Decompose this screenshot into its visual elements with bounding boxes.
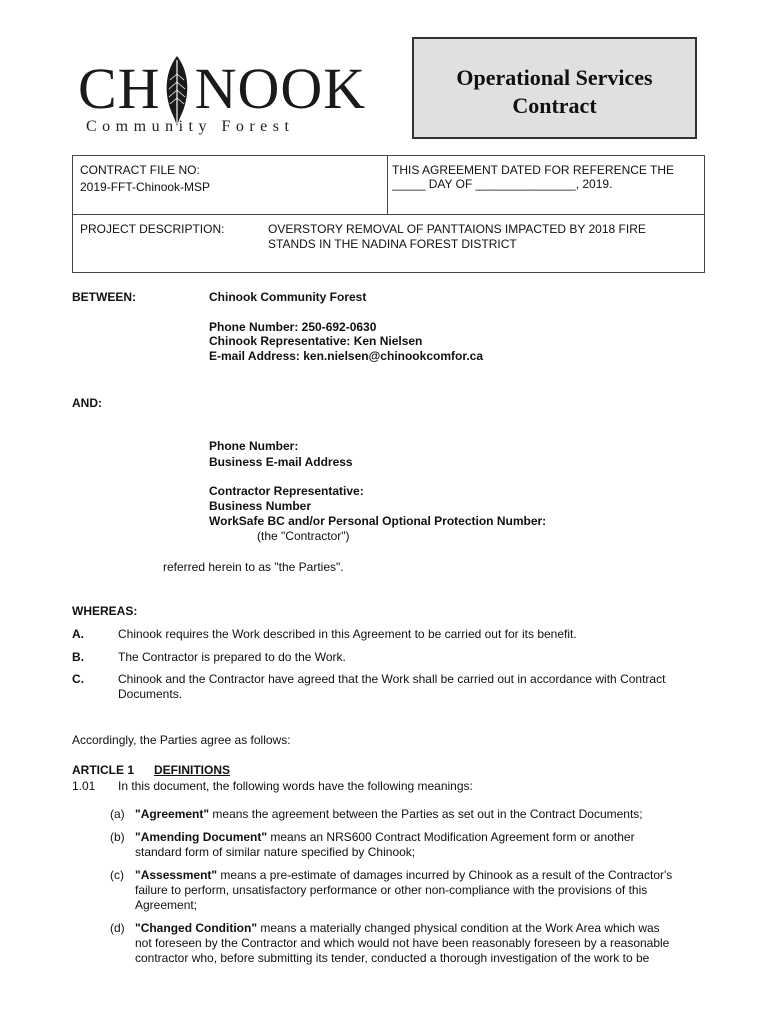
- contract-file-label: CONTRACT FILE NO:: [80, 163, 200, 177]
- contract-file-value: 2019-FFT-Chinook-MSP: [80, 180, 211, 194]
- logo-subtitle: Community Forest: [86, 118, 295, 135]
- party2-email: Business E-mail Address: [209, 455, 353, 469]
- definition-text: means a pre-estimate of damages incurred by Chinook as a result of the Contractor's: [217, 868, 673, 882]
- logo-wordmark: CH NOOK: [78, 56, 367, 121]
- definition-label-d: (d): [110, 921, 125, 935]
- party1-email: E-mail Address: ken.nielsen@chinookcomfor.ca: [209, 349, 484, 363]
- whereas-item-c-line-2: Documents.: [118, 687, 183, 701]
- whereas-item-a: Chinook requires the Work described in this Agreement to be carried out for its benefit.: [118, 627, 577, 641]
- clause-text: In this document, the following words have the following meanings:: [118, 779, 473, 793]
- whereas-letter-c: C.: [72, 672, 84, 686]
- definition-term: "Assessment": [135, 868, 218, 882]
- clause-number: 1.01: [72, 779, 96, 793]
- article-number: ARTICLE 1: [72, 763, 135, 777]
- project-description-line-1: OVERSTORY REMOVAL OF PANTTAIONS IMPACTED BY 2018 FIRE: [268, 222, 646, 236]
- accordingly-text: Accordingly, the Parties agree as follows:: [72, 733, 291, 747]
- party1-phone: Phone Number: 250-692-0630: [209, 320, 377, 334]
- chinook-logo: [78, 56, 367, 140]
- contractor-alias: (the "Contractor"): [257, 529, 350, 543]
- definition-d-line-1: [135, 921, 660, 936]
- party2-phone: Phone Number:: [209, 439, 299, 453]
- agreement-date-line-2: _____ DAY OF _______________, 2019.: [392, 177, 613, 191]
- title-line-2: Contract: [512, 93, 597, 118]
- project-description-label: PROJECT DESCRIPTION:: [80, 222, 225, 236]
- definition-c-line-3: Agreement;: [135, 898, 198, 912]
- table-divider: [73, 214, 704, 215]
- agreement-date-line-1: THIS AGREEMENT DATED FOR REFERENCE THE: [392, 163, 675, 177]
- party2-worksafe: WorkSafe BC and/or Personal Optional Protection Number:: [209, 514, 547, 528]
- definition-text: means the agreement between the Parties as set out in the Contract Documents;: [209, 807, 643, 821]
- party1-representative: Chinook Representative: Ken Nielsen: [209, 334, 423, 348]
- definition-a-line-1: [135, 807, 643, 822]
- title-line-1: Operational Services: [456, 65, 653, 90]
- definition-b-line-1: [135, 830, 635, 845]
- article-title: DEFINITIONS: [154, 763, 231, 777]
- definition-term: "Agreement": [135, 807, 210, 821]
- definition-c-line-1: [135, 868, 672, 883]
- and-label: AND:: [72, 396, 102, 410]
- project-description-line-2: STANDS IN THE NADINA FOREST DISTRICT: [268, 237, 517, 251]
- definition-label-a: (a): [110, 807, 125, 821]
- definition-d-line-2: not foreseen by the Contractor and which would not have been reasonably foreseen by a reasonable: [135, 936, 670, 950]
- whereas-letter-b: B.: [72, 650, 84, 664]
- between-label: BETWEEN:: [72, 290, 136, 304]
- feather-icon: [162, 56, 192, 126]
- party2-business-number: Business Number: [209, 499, 312, 513]
- whereas-label: WHEREAS:: [72, 604, 138, 618]
- whereas-letter-a: A.: [72, 627, 84, 641]
- definition-d-line-3: contractor who, before submitting its tender, conducted a thorough investigation of the work to be: [135, 951, 650, 965]
- whereas-item-c-line-1: Chinook and the Contractor have agreed that the Work shall be carried out in accordance with Contract: [118, 672, 666, 686]
- party2-representative: Contractor Representative:: [209, 484, 364, 498]
- definition-term: "Changed Condition": [135, 921, 258, 935]
- definition-b-line-2: standard form of similar nature specified by Chinook;: [135, 845, 416, 859]
- definition-text: means an NRS600 Contract Modification Agreement form or another: [267, 830, 635, 844]
- definition-c-line-2: failure to perform, unsatisfactory performance or other non-compliance with the provisions of this: [135, 883, 648, 897]
- definition-term: "Amending Document": [135, 830, 268, 844]
- party1-name: Chinook Community Forest: [209, 290, 367, 304]
- definition-label-b: (b): [110, 830, 125, 844]
- whereas-item-b: The Contractor is prepared to do the Work.: [118, 650, 346, 664]
- definition-text: means a materially changed physical condition at the Work Area which was: [257, 921, 660, 935]
- document-title-box: [412, 37, 697, 139]
- definition-label-c: (c): [110, 868, 124, 882]
- table-divider: [387, 156, 388, 214]
- parties-referred: referred herein to as "the Parties".: [163, 560, 344, 574]
